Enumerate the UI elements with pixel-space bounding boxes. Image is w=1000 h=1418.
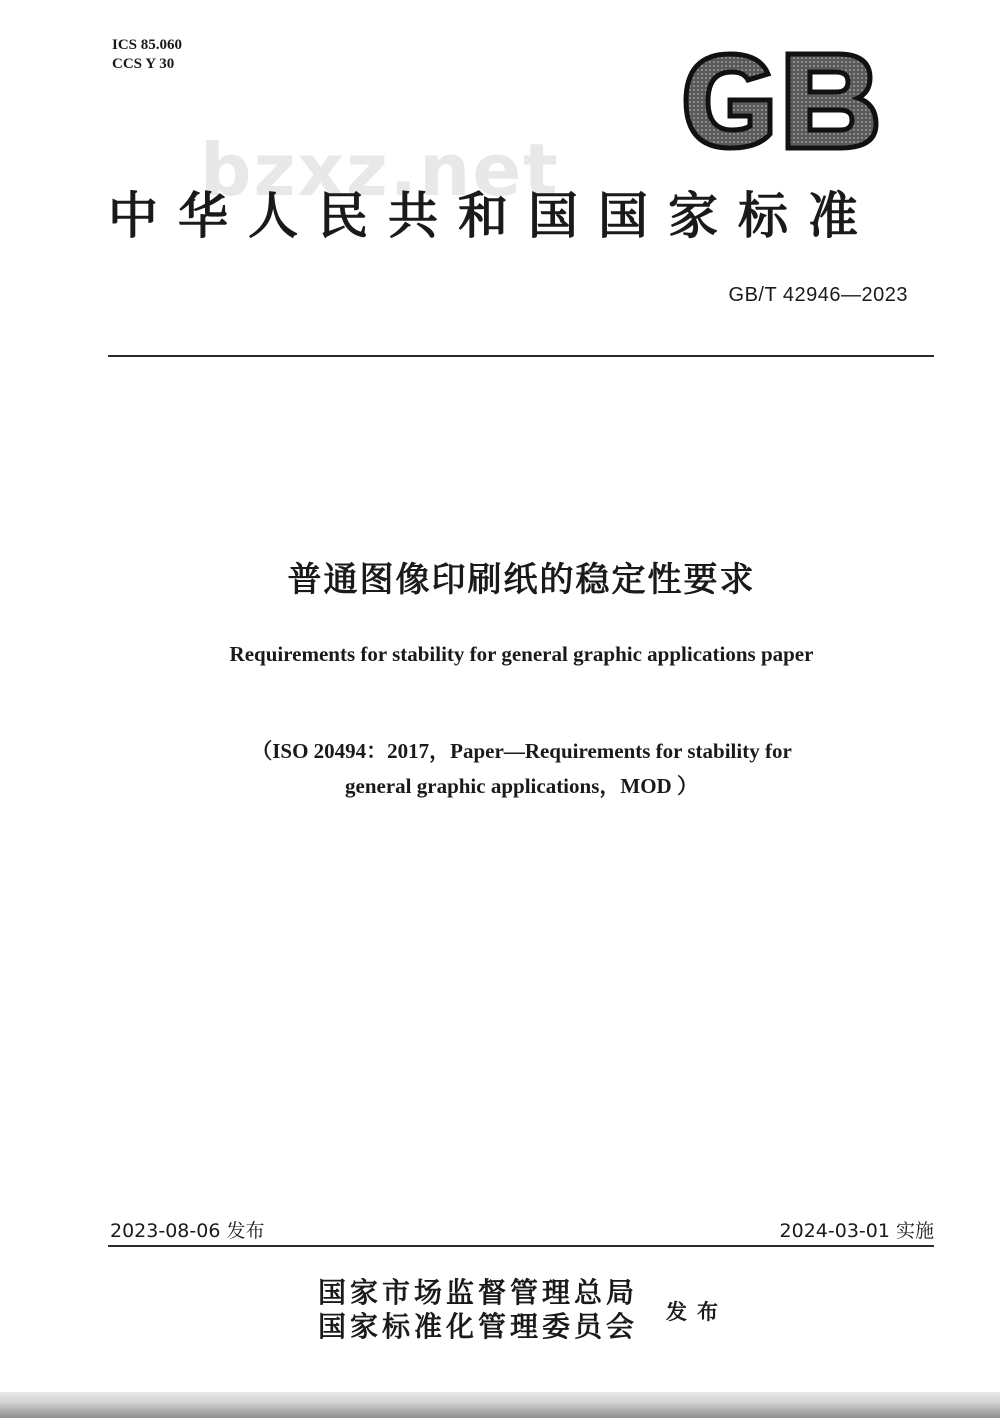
top-divider <box>108 355 934 357</box>
issuer-samr: 国家市场监督管理总局 <box>318 1276 639 1309</box>
ccs-code: CCS Y 30 <box>112 56 175 72</box>
issuing-bodies <box>318 1276 638 1344</box>
standard-number: GB/T 42946—2023 <box>728 284 908 306</box>
effective-date: 2024-03-01 实施 <box>779 1220 934 1242</box>
publish-label: 发布 <box>666 1299 728 1324</box>
iso-reference <box>0 734 1000 804</box>
gb-logo <box>680 48 880 154</box>
ics-code: ICS 85.060 <box>112 37 183 53</box>
title-english: Requirements for stability for general graphic applications paper <box>229 642 814 666</box>
iso-reference-line-1: （ISO 20494：2017，Paper—Requirements for stability for <box>251 739 792 763</box>
title-chinese: 普通图像印刷纸的稳定性要求 <box>287 560 756 600</box>
classification-codes <box>112 36 182 74</box>
national-standard-title: 中华人民共和国国家标准 <box>108 187 878 245</box>
watermark: bzxz.net <box>200 128 560 212</box>
scan-edge <box>0 1392 1000 1418</box>
bottom-divider <box>108 1245 934 1247</box>
iso-reference-line-2: general graphic applications，MOD ） <box>345 774 698 798</box>
issuer-sac: 国家标准化管理委员会 <box>318 1310 639 1343</box>
publish-date: 2023-08-06 发布 <box>110 1220 265 1242</box>
